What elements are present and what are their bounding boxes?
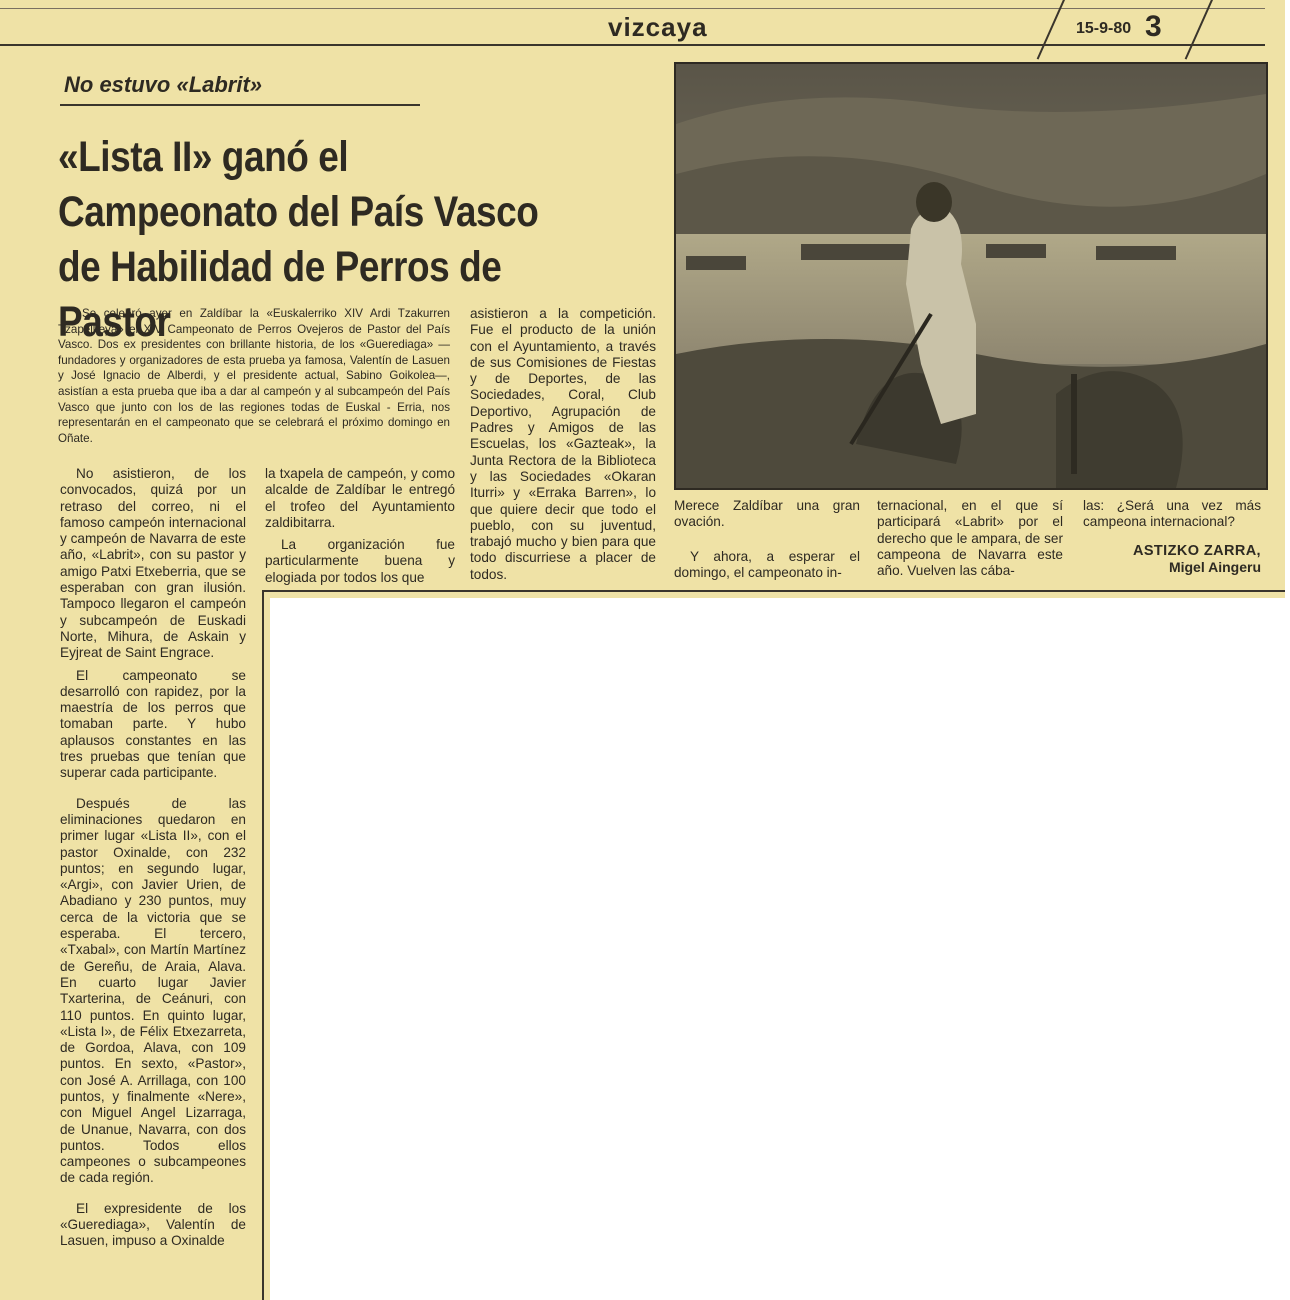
column-2 (265, 466, 455, 592)
paragraph: las: ¿Será una vez más campeona internacional? (1083, 498, 1261, 530)
byline-author: ASTIZKO ZARRA, (1132, 542, 1261, 559)
paragraph: ternacional, en el que sí participará «Labrit» por el derecho que le ampara, de ser campeona de Navarra este año. Vuelven las cába- (877, 498, 1063, 579)
header-rule (0, 44, 1265, 46)
paragraph: El expresidente de los «Guerediaga», Valentín de Lasuen, impuso a Oxinalde (60, 1200, 246, 1249)
paragraph: Y ahora, a esperar el domingo, el campeonato in- (674, 548, 860, 580)
byline-author: Migel Aingeru (1168, 558, 1261, 575)
header-rule (0, 8, 1265, 9)
kicker-rule (60, 104, 420, 106)
caption: Merece Zaldíbar una gran ovación. (674, 498, 860, 530)
paragraph: El campeonato se desarrolló con rapidez, por la maestría de los perros que tomaban parte. Y hubo aplausos constantes en las tres pruebas que tenían que superar cada participante. (60, 667, 246, 781)
column-6 (1083, 498, 1261, 575)
column-3 (470, 306, 656, 589)
column-4 (674, 498, 860, 587)
paragraph: asistieron a la competición. Fue el producto de la unión con el Ayuntamiento, a través de sus Comisiones de Fiestas y de Deportes, de las Sociedades, Coral, Club Deportivo, Agrupación de Padres y Amigos de las Escuelas, los «Gazteak», la Junta Rectora de la Biblioteca y las Sociedades «Okaran Iturri» y «Erraka Barren», lo que quiere decir que todo el pueblo, con su juventud, trabajó mucho y bien para que todo discurriese a placer de todos. (470, 306, 656, 582)
photo-image (676, 64, 1266, 488)
paragraph: La organización fue particularmente buena y elogiada por todos los que (265, 537, 455, 585)
clipping-edge (262, 590, 264, 1300)
paragraph: Después de las eliminaciones quedaron en primer lugar «Lista II», con el pastor Oxinalde, con 232 puntos; en segundo lugar, «Argi», con Javier Urien, de Abadiano y 230 puntos, muy cerca de la victoria que se esperaba. El tercero, «Txabal», con Martín Martínez de Gereñu, de Araia, Alava. En cuarto lugar Javier Txarterina, de Ceánuri, con 110 puntos. En quinto lugar, «Lista I», de Félix Etxezarreta, de Gordoa, Alava, con 109 puntos. En sexto, «Pastor», con José A. Arrillaga, con 100 puntos, y finalmente «Nere», con Miguel Angel Lizarraga, de Unanue, Navarra, con dos puntos. Todos ellos campeones o subcampeones de cada región. (60, 795, 246, 1186)
paragraph: la txapela de campeón, y como alcalde de Zaldíbar le entregó el trofeo del Ayuntamiento zaldibitarra. (265, 466, 455, 530)
page-number: 3 (1145, 10, 1162, 43)
issue-date: 15-9-80 (1076, 20, 1132, 37)
kicker: No estuvo «Labrit» (64, 72, 263, 97)
column-1 (60, 466, 246, 1256)
section-name: vizcaya (608, 12, 708, 42)
lead-paragraph: Se celebró ayer en Zaldíbar la «Euskalerriko XIV Ardi Tzakurren Tzapelkeya» el XIV Campeonato de Perros Ovejeros de Pastor del País Vasco. Dos ex presidentes con brillante historia, de los «Guerediaga» —fundadores y organizadores de esta prueba ya famosa, Valentín de Lasuen y José Ignacio de Alberdi, y el presidente actual, Sabino Goikolea—, asistían a esta prueba que iba a dar al campeón y al subcampeón del País Vasco que junto con los de las regiones todas de Euskal - Erria, nos representarán en el campeonato que se celebrará el próximo domingo en Oñate. (58, 307, 450, 445)
landscape-photo-icon (674, 62, 1268, 490)
paragraph: No asistieron, de los convocados, quizá por un retraso del correo, ni el famoso campeón internacional y campeón de Navarra de este año, «Labrit», con su pastor y amigo Patxi Etxeberria, que se esperaban con gran ilusión. Tampoco llegaron el campeón y subcampeón de Euskadi Norte, Mihura, de Askain y Eyjreat de Saint Engrace. (60, 466, 246, 661)
headline: «Lista II» ganó el Campeonato del País Vasco de Habilidad de Perros de Pastor (58, 133, 539, 346)
column-5 (877, 498, 1063, 585)
